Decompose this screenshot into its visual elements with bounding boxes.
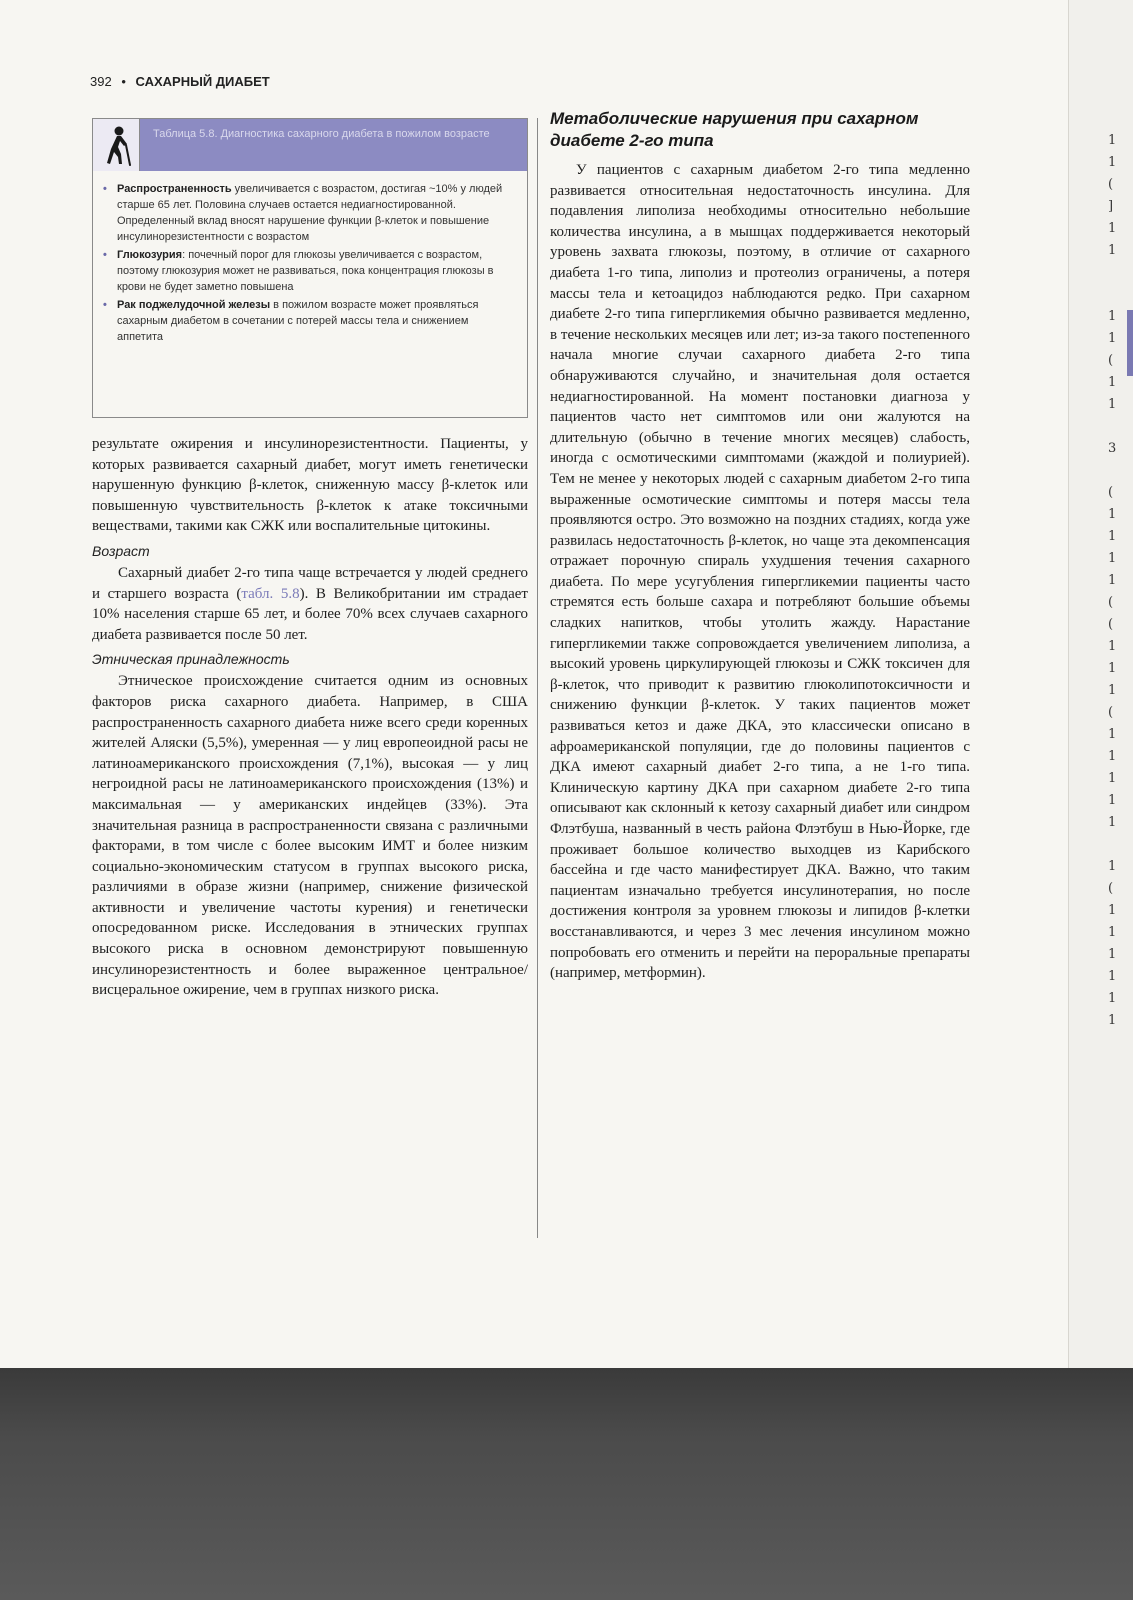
edge-char: 1 bbox=[1108, 573, 1117, 588]
elderly-person-icon bbox=[93, 158, 139, 175]
chapter-title: САХАРНЫЙ ДИАБЕТ bbox=[135, 74, 270, 89]
left-column bbox=[92, 434, 528, 1001]
edge-char bbox=[1108, 834, 1128, 856]
header-bullet: • bbox=[121, 74, 126, 89]
edge-char: ( bbox=[1108, 595, 1114, 610]
edge-char: 1 bbox=[1108, 947, 1117, 962]
edge-char: 1 bbox=[1108, 771, 1117, 786]
age-text-before: Сахарный диабет 2-го типа чаще встречается у людей среднего и старшего возраста ( bbox=[92, 564, 528, 602]
edge-char: ( bbox=[1108, 177, 1114, 192]
info-box-title: Таблица 5.8. Диагностика сахарного диабета в пожилом возрасте bbox=[153, 128, 490, 140]
edge-char: ( bbox=[1108, 617, 1114, 632]
list-item-term: Глюкозурия bbox=[117, 249, 183, 261]
info-box-icon-cell bbox=[93, 119, 140, 171]
edge-char: 1 bbox=[1108, 309, 1117, 324]
edge-char: 1 bbox=[1108, 793, 1117, 808]
list-item-term: Рак поджелудочной железы bbox=[117, 299, 271, 311]
edge-char: 1 bbox=[1108, 221, 1117, 236]
running-header bbox=[90, 74, 270, 89]
edge-char: ( bbox=[1108, 485, 1114, 500]
edge-char bbox=[1108, 460, 1128, 482]
list-item-term: Распространенность bbox=[117, 183, 232, 195]
edge-char: ] bbox=[1108, 199, 1114, 214]
bullet-icon: • bbox=[103, 249, 107, 261]
section-heading-ethnicity: Этническая принадлежность bbox=[92, 651, 290, 668]
edge-char: 1 bbox=[1108, 815, 1117, 830]
edge-char: 1 bbox=[1108, 661, 1117, 676]
edge-char: 1 bbox=[1108, 551, 1117, 566]
edge-char: 1 bbox=[1108, 859, 1117, 874]
column-divider bbox=[537, 118, 538, 1238]
section-heading-metabolic: Метаболические нарушения при сахарном диабете 2-го типа bbox=[550, 109, 919, 150]
edge-char: 1 bbox=[1108, 991, 1117, 1006]
list-item bbox=[103, 181, 517, 245]
table-reference-link[interactable]: табл. 5.8 bbox=[241, 585, 300, 602]
edge-char: ( bbox=[1108, 705, 1114, 720]
metabolic-paragraph: У пациентов с сахарным диабетом 2-го типа медленно развивается относительная недостаточность инсулина. Для подавления липолиза необходимы относительно небольшие количества инсулина, а в мышцах поддерживается некоторый уровень захвата глюкозы, поэтому, в отличие от сахарного диабета 1-го типа, липолиз и протеолиз ограничены, а потеря массы тела и кетоацидоз наблюдаются редко. При сахарном диабете 2-го типа гипергликемия обычно развивается медленно, в течение нескольких месяцев или лет; из-за такого постепенного начала многие случаи сахарного диабета 2-го типа обнаруживаются случайно, и значительная доля остается недиагностированной. На момент постановки диагноза у пациентов часто нет симптомов или они жалуются на длительную (обычно в течение многих месяцев) слабость, иногда с осмотическими симптомами (жаждой и полиурией). Тем не менее у некоторых людей с сахарным диабетом 2-го типа выраженные осмотические симптомы и потеря массы тела проявляются остро. Это возможно на поздних стадиях, когда уже развилась недостаточность β-клеток, но чаще эта декомпенсация отражает порочную спираль ухудшения течения сахарного диабета. По мере усугубления гипергликемии пациенты часто стремятся есть больше сахара и потребляют большие объемы сладких напитков, чтобы утолить жажду. Нарастание гипергликемии также сопровождается увеличением липолиза, а высокий уровень циркулирующей глюкозы и СЖК токсичен для β-клеток, что приводит к развитию глюколипотоксичности и снижению функции β-клеток. У таких пациентов может развиваться кетоз и даже ДКА, это классически описано в афроамериканской популяции, где до половины пациентов с ДКА имеют сахарный диабет 2-го типа, а не 1-го типа. Клиническую картину ДКА при сахарном диабете 2-го типа описывают как склонный к кетозу сахарный диабет или синдром Флэтбуша, названный в честь района Флэтбуш в Нью-Йорке, где проживает большое количество выходцев из Карибского бассейна и где часто манифестирует ДКА. Важно, что таким пациентам изначально требуется инсулинотерапия, но после достижения контроля за уровнем глюкозы и липидов β-клетки восстанавливаются, и через 3 мес лечения инсулином можно попробовать его отменить и перейти на пероральные препараты (например, метформин). bbox=[550, 162, 970, 982]
age-paragraph bbox=[92, 563, 528, 645]
edge-char: 1 bbox=[1108, 969, 1117, 984]
scan-background bbox=[0, 1368, 1133, 1600]
edge-char: 1 bbox=[1108, 727, 1117, 742]
edge-char: 1 bbox=[1108, 331, 1117, 346]
age-text-after: ). В Великобритании им страдает 10% населения старше 65 лет, и более 70% всех случаев сахарного диабета развивается после 50 лет. bbox=[92, 585, 528, 643]
edge-char bbox=[1108, 416, 1128, 438]
info-box bbox=[92, 118, 528, 418]
info-box-header bbox=[93, 119, 527, 171]
bullet-icon: • bbox=[103, 183, 107, 195]
edge-char: 1 bbox=[1108, 639, 1117, 654]
info-box-list bbox=[103, 181, 517, 347]
right-column bbox=[550, 108, 970, 984]
adjacent-page-edge-text bbox=[1108, 130, 1128, 1032]
edge-char: 1 bbox=[1108, 133, 1117, 148]
edge-char: 1 bbox=[1108, 903, 1117, 918]
edge-char bbox=[1108, 262, 1128, 284]
edge-char: 1 bbox=[1108, 243, 1117, 258]
edge-char: 1 bbox=[1108, 507, 1117, 522]
edge-char: 1 bbox=[1108, 749, 1117, 764]
edge-char: 1 bbox=[1108, 155, 1117, 170]
bullet-icon: • bbox=[103, 299, 107, 311]
edge-char: 1 bbox=[1108, 925, 1117, 940]
edge-char: 1 bbox=[1108, 529, 1117, 544]
edge-char: 1 bbox=[1108, 397, 1117, 412]
continued-paragraph: результате ожирения и инсулинорезистентности. Пациенты, у которых развивается сахарный диабет, могут иметь генетически нарушенную функцию β-клеток, сниженную массу β-клеток или повышенную чувствительность β-клеток к атаке токсичными веществами, такими как СЖК или воспалительные цитокины. bbox=[92, 436, 528, 535]
edge-char: 1 bbox=[1108, 1013, 1117, 1028]
list-item-text: в пожилом возрасте может проявляться сахарным диабетом в сочетании с потерей массы тела и снижением аппетита bbox=[117, 299, 479, 343]
list-item bbox=[103, 247, 517, 295]
edge-char: 3 bbox=[1108, 441, 1117, 456]
list-item bbox=[103, 297, 517, 345]
section-heading-age: Возраст bbox=[92, 542, 150, 559]
edge-char: ( bbox=[1108, 881, 1114, 896]
page-number: 392 bbox=[90, 74, 112, 89]
ethnicity-paragraph: Этническое происхождение считается одним из основных факторов риска сахарного диабета. Например, в США распространенность сахарного диабета ниже всего среди коренных жителей Аляски (5,5%), умеренная — у лиц европеоидной расы не латиноамериканского происхождения (7,1%), высокая — у лиц негроидной расы не латиноамериканского происхождения (13%) и максимальная — у американских индейцев (33%). Эта значительная разница в распространенности связана с различными факторами, в том числе с более высоким ИМТ и более низким социально-экономическим статусом в группах высокого риска, различиями в образе жизни (например, снижение физической активности и увеличение частоты курения) и генетически опосредованном риске. Исследования в этнических группах высокого риска в основном демонстрируют повышенную инсулинорезистентность и более выраженное центральное/висцеральное ожирение, чем в группах низкого риска. bbox=[92, 673, 528, 999]
edge-char: 1 bbox=[1108, 683, 1117, 698]
edge-char bbox=[1108, 284, 1128, 306]
list-item-text: увеличивается с возрастом, достигая ~10% у людей старше 65 лет. Половина случаев остается недиагностированной. Определенный вклад вносят нарушение функции β-клеток и повышение инсулинорезистентности с возрастом bbox=[117, 183, 503, 243]
edge-char: ( bbox=[1108, 353, 1114, 368]
edge-char: 1 bbox=[1108, 375, 1117, 390]
list-item-text: : почечный порог для глюкозы увеличивается с возрастом, поэтому глюкозурия может не развиваться, пока концентрация глюкозы в крови не будет заметно повышена bbox=[117, 249, 494, 293]
